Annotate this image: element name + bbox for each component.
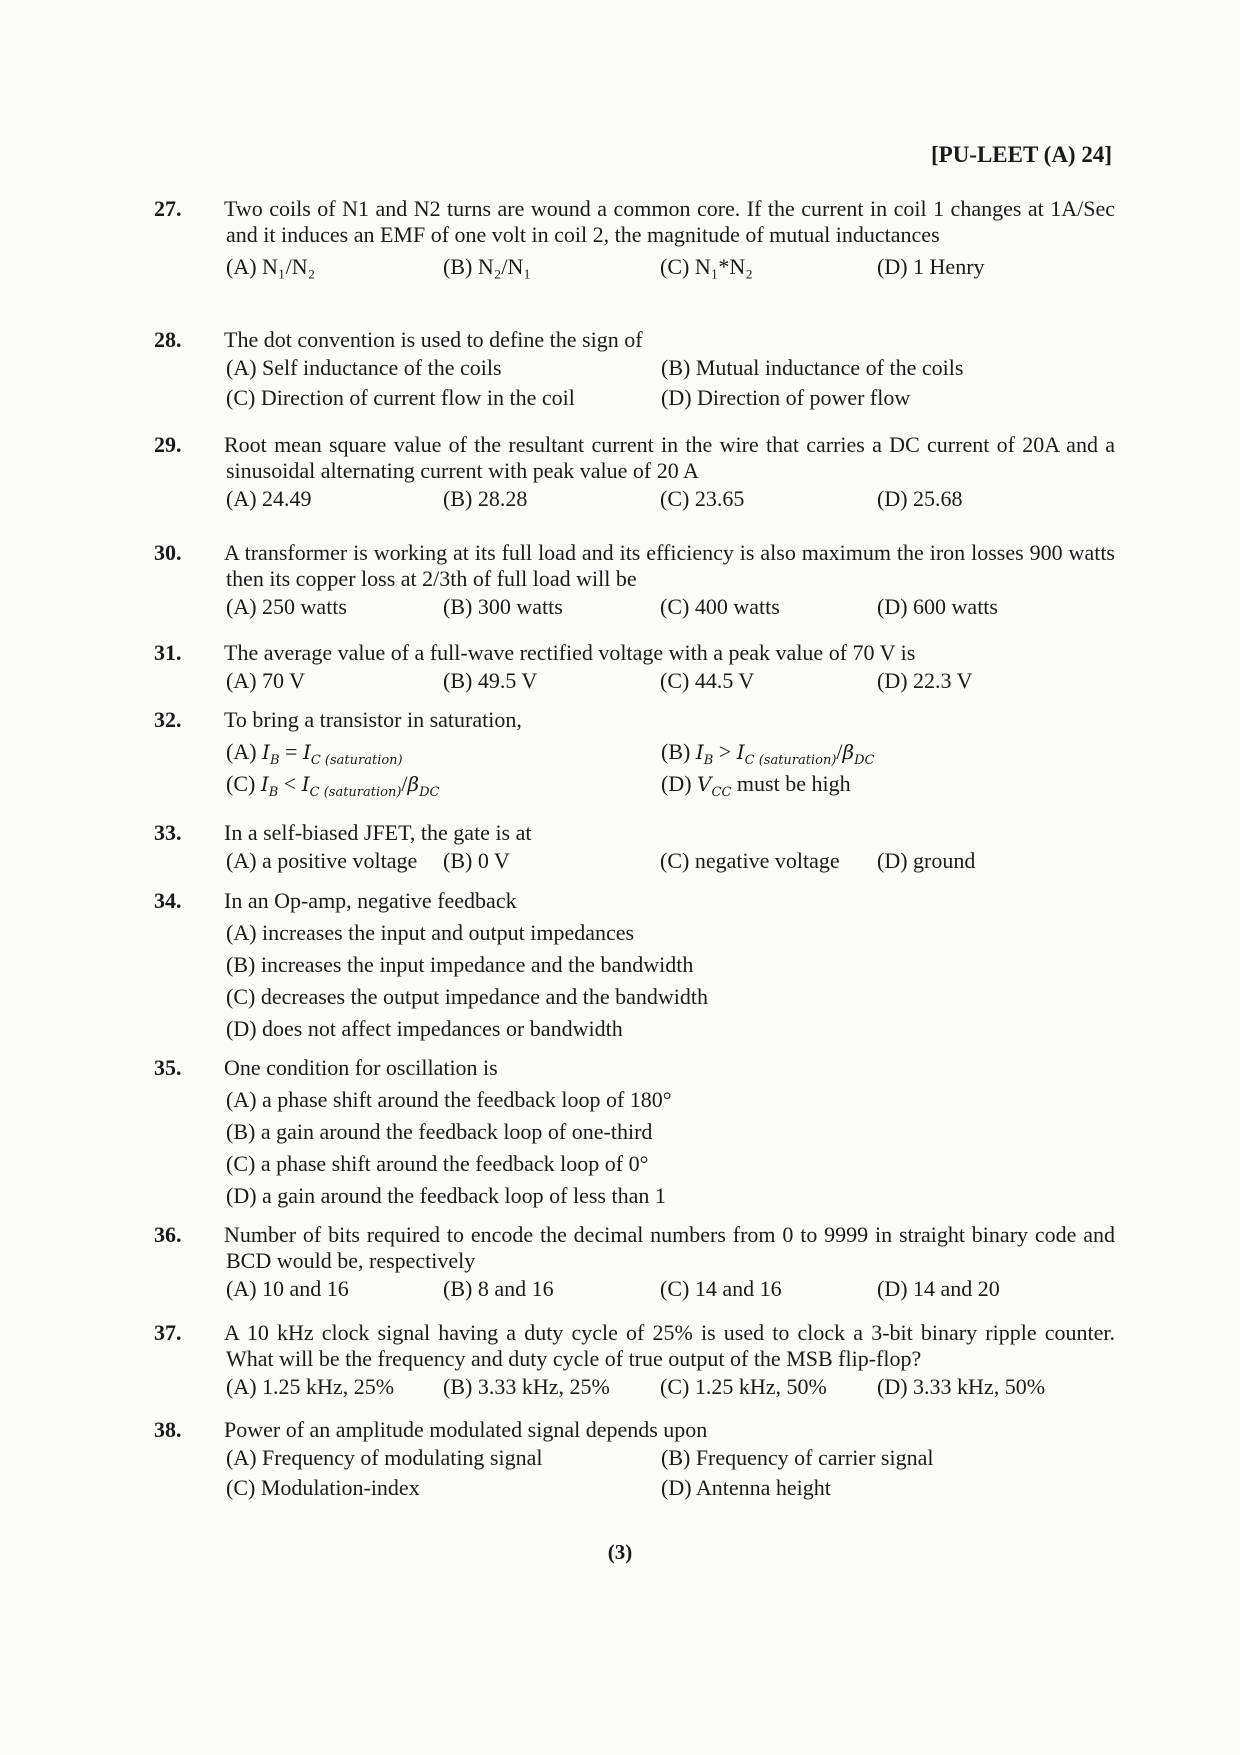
option-a: (A) 24.49 [226,486,312,511]
question-38 [154,1417,1115,1501]
question-text: Two coils of N1 and N2 turns are wound a common core. If the current in coil 1 changes at 1A/Sec and it induces an EMF of one volt in coil 2, the magnitude of mutual inductances [224,196,1115,247]
option-b: (B) 28.28 [443,486,528,511]
option-d: (D) 3.33 kHz, 50% [877,1374,1046,1399]
question-37 [154,1320,1115,1400]
question-number: 34. [154,888,182,913]
option-d: (D) Antenna height [661,1475,831,1500]
option-d: (D) 600 watts [877,594,998,619]
question-number: 30. [154,540,182,565]
question-27 [154,196,1115,280]
option-c: (C) $I_B < I_{C (saturation)}/\beta_{DC}$ [226,771,440,800]
option-a: (A) Frequency of modulating signal [226,1445,543,1470]
option-c: (C) Modulation-index [226,1475,420,1500]
option-a: (A) N₁/N₂ [226,254,316,279]
question-number: 29. [154,432,182,457]
option-b: (B) 3.33 kHz, 25% [443,1374,610,1399]
option-d: (D) 14 and 20 [877,1276,1000,1301]
option-a: (A) 10 and 16 [226,1276,349,1301]
question-32 [154,707,1115,800]
option-b: (B) N₂/N₁ [443,254,532,279]
option-b: (B) 0 V [443,848,510,873]
paper-code-header: [PU-LEET (A) 24] [930,142,1112,167]
question-29 [154,432,1115,512]
question-number: 27. [154,196,182,221]
option-c: (C) 14 and 16 [660,1276,782,1301]
option-b: (B) 8 and 16 [443,1276,554,1301]
option-a: (A) Self inductance of the coils [226,355,502,380]
question-text: Root mean square value of the resultant current in the wire that carries a DC current of 20A and a sinusoidal alternating current with peak value of 20 A [224,432,1115,483]
question-33 [154,820,1115,874]
question-number: 37. [154,1320,182,1345]
option-c: (C) 23.65 [660,486,745,511]
option-a: (A) 70 V [226,668,306,693]
option-c: (C) a phase shift around the feedback loop of 0° [226,1151,649,1176]
option-d: (D) does not affect impedances or bandwidth [226,1016,623,1041]
option-a: (A) $I_B = I_{C (saturation)}$ [226,739,403,768]
option-c: (C) decreases the output impedance and the bandwidth [226,984,709,1009]
question-number: 35. [154,1055,182,1080]
option-d: (D) 22.3 V [877,668,973,693]
question-text: Number of bits required to encode the decimal numbers from 0 to 9999 in straight binary code and BCD would be, respectively [224,1222,1115,1273]
option-a: (A) a positive voltage [226,848,418,873]
option-a: (A) 1.25 kHz, 25% [226,1374,395,1399]
option-d: (D) ground [877,848,976,873]
math-options [226,739,1115,800]
question-36 [154,1222,1115,1302]
option-b: (B) 300 watts [443,594,563,619]
question-text: A 10 kHz clock signal having a duty cycle of 25% is used to clock a 3-bit binary ripple counter. What will be the frequency and duty cycle of true output of the MSB flip-flop? [224,1320,1115,1371]
question-text: The average value of a full-wave rectified voltage with a peak value of 70 V is [224,640,916,665]
question-text: The dot convention is used to define the sign of [224,327,643,352]
question-text: In a self-biased JFET, the gate is at [224,820,532,845]
option-c: (C) 44.5 V [660,668,755,693]
question-text: Power of an amplitude modulated signal depends upon [224,1417,708,1442]
option-c: (C) 400 watts [660,594,780,619]
option-b: (B) $I_B > I_{C (saturation)}/\beta_{DC}$ [661,739,875,768]
question-34 [154,888,1115,1042]
question-text: To bring a transistor in saturation, [224,707,522,732]
question-number: 33. [154,820,182,845]
option-a: (A) increases the input and output impedances [226,920,635,945]
option-c: (C) Direction of current flow in the coil [226,385,575,410]
option-b: (B) 49.5 V [443,668,538,693]
option-a: (A) 250 watts [226,594,347,619]
question-31 [154,640,1115,694]
question-text: A transformer is working at its full load and its efficiency is also maximum the iron losses 900 watts then its copper loss at 2/3th of full load will be [224,540,1115,591]
option-d: (D) $V_{CC}$ must be high [661,771,851,800]
option-b: (B) Frequency of carrier signal [661,1445,934,1470]
page-number: (3) [607,1540,633,1564]
question-text: In an Op-amp, negative feedback [224,888,517,913]
option-d: (D) a gain around the feedback loop of less than 1 [226,1183,666,1208]
option-d: (D) 1 Henry [877,254,985,279]
option-b: (B) increases the input impedance and the bandwidth [226,952,694,977]
option-a: (A) a phase shift around the feedback loop of 180° [226,1087,672,1112]
option-d: (D) Direction of power flow [661,385,911,410]
option-c: (C) negative voltage [660,848,840,873]
question-number: 28. [154,327,182,352]
option-c: (C) 1.25 kHz, 50% [660,1374,827,1399]
question-number: 38. [154,1417,182,1442]
option-b: (B) Mutual inductance of the coils [661,355,964,380]
question-30 [154,540,1115,620]
question-number: 36. [154,1222,182,1247]
question-number: 32. [154,707,182,732]
option-b: (B) a gain around the feedback loop of one-third [226,1119,653,1144]
question-28 [154,327,1115,411]
option-d: (D) 25.68 [877,486,963,511]
question-number: 31. [154,640,182,665]
question-35 [154,1055,1115,1209]
question-text: One condition for oscillation is [224,1055,498,1080]
option-c: (C) N₁*N₂ [660,254,753,279]
